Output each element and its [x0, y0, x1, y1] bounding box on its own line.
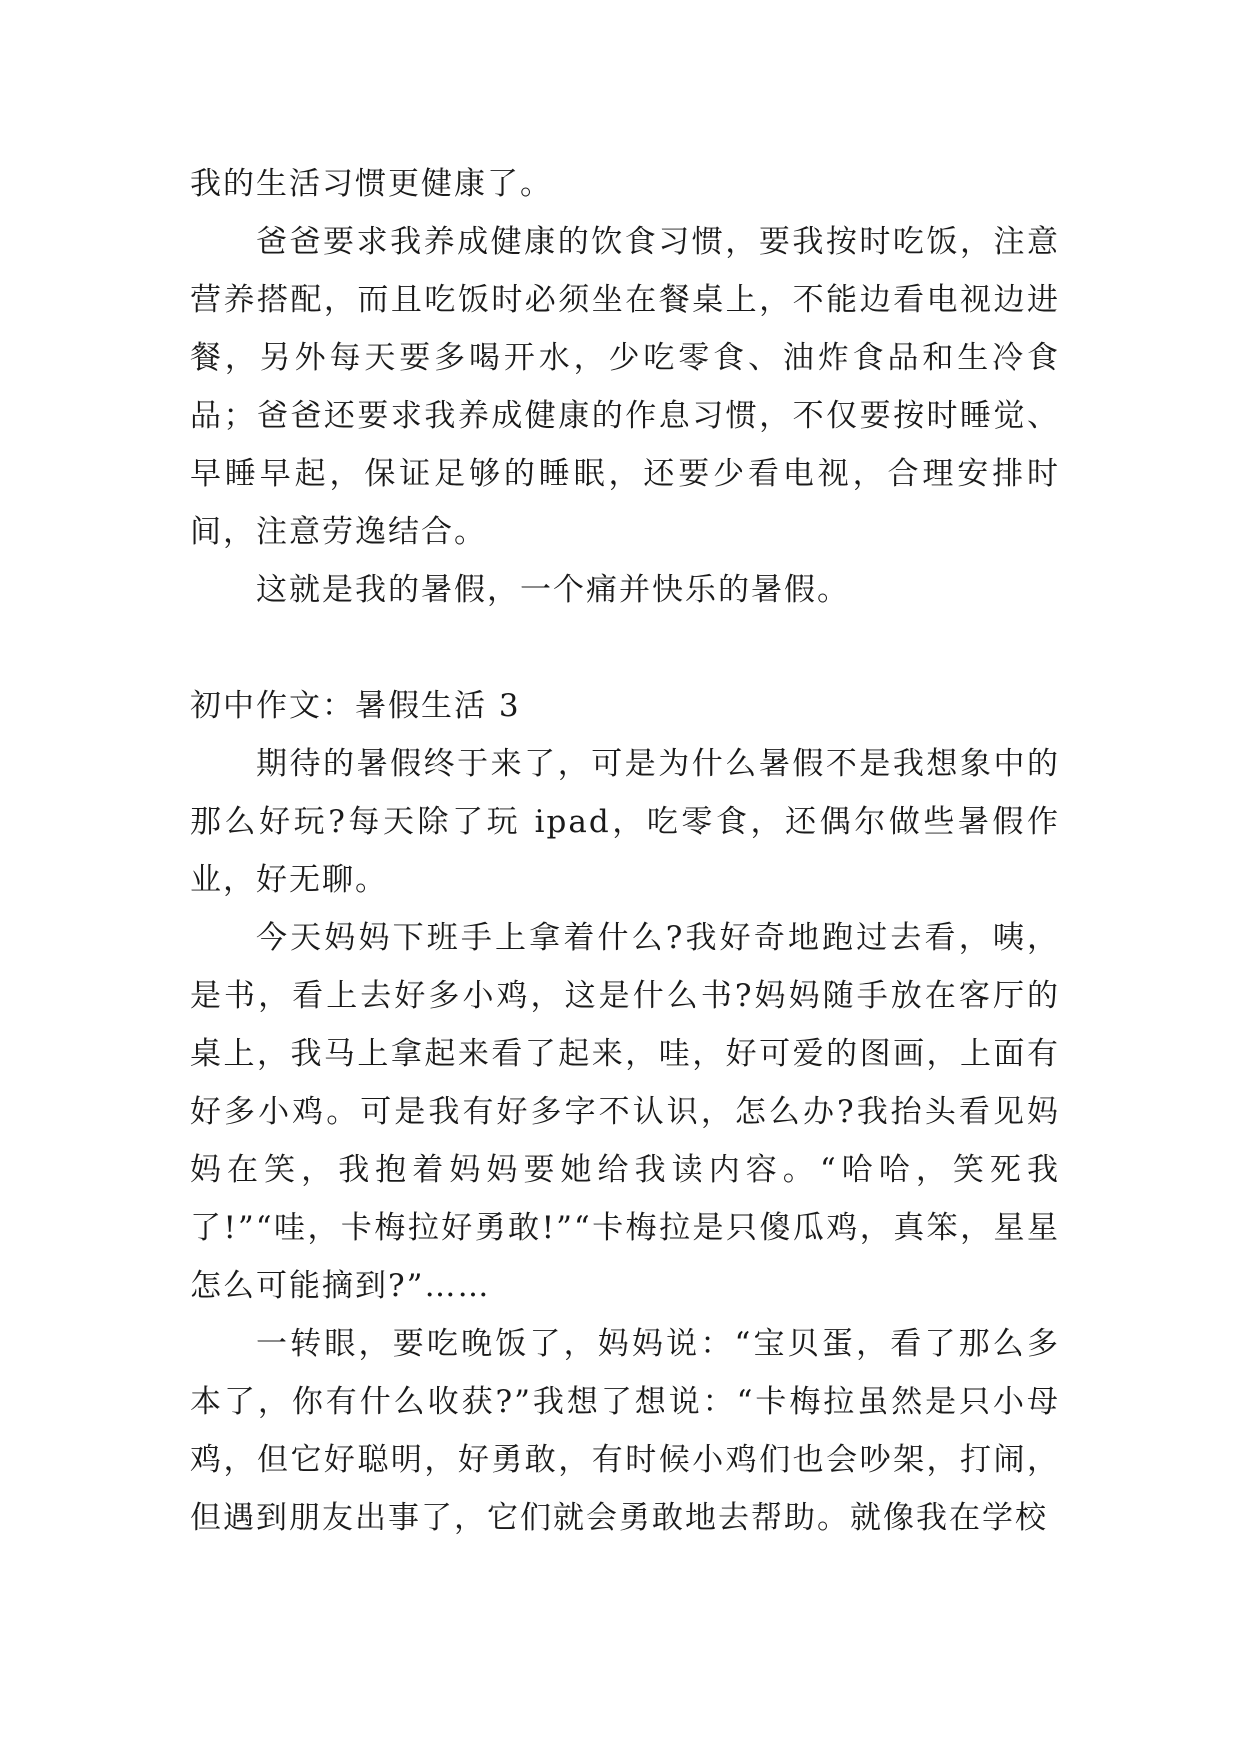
paragraph: 爸爸要求我养成健康的饮食习惯，要我按时吃饭，注意营养搭配，而且吃饭时必须坐在餐桌上，不能边看电视边进餐，另外每天要多喝开水，少吃零食、油炸食品和生冷食品；爸爸还要求我养成健康的作息习惯，不仅要按时睡觉、早睡早起，保证足够的睡眠，还要少看电视，合理安排时间，注意劳逸结合。: [190, 224, 1060, 550]
paragraph: 我的生活习惯更健康了。: [190, 166, 553, 202]
paragraph: 这就是我的暑假，一个痛并快乐的暑假。: [256, 572, 850, 608]
paragraph: 今天妈妈下班手上拿着什么?我好奇地跑过去看，咦，是书，看上去好多小鸡，这是什么书?妈妈随手放在客厅的桌上，我马上拿起来看了起来，哇，好可爱的图画，上面有好多小鸡。可是我有好多字不认识，怎么办?我抬头看见妈妈在笑，我抱着妈妈要她给我读内容。“哈哈，笑死我了!”“哇，卡梅拉好勇敢!”“卡梅拉是只傻瓜鸡，真笨，星星怎么可能摘到?”……: [190, 920, 1060, 1304]
section-spacer: [190, 619, 1060, 677]
document-body: [190, 155, 1060, 1547]
paragraph: 期待的暑假终于来了，可是为什么暑假不是我想象中的那么好玩?每天除了玩 ipad，吃零食，还偶尔做些暑假作业，好无聊。: [190, 746, 1060, 898]
section-title: 初中作文：暑假生活 3: [190, 688, 521, 724]
paragraph: 一转眼，要吃晚饭了，妈妈说：“宝贝蛋，看了那么多本了，你有什么收获?”我想了想说：“卡梅拉虽然是只小母鸡，但它好聪明，好勇敢，有时候小鸡们也会吵架，打闹，但遇到朋友出事了，它们就会勇敢地去帮助。就像我在学校: [190, 1326, 1060, 1536]
